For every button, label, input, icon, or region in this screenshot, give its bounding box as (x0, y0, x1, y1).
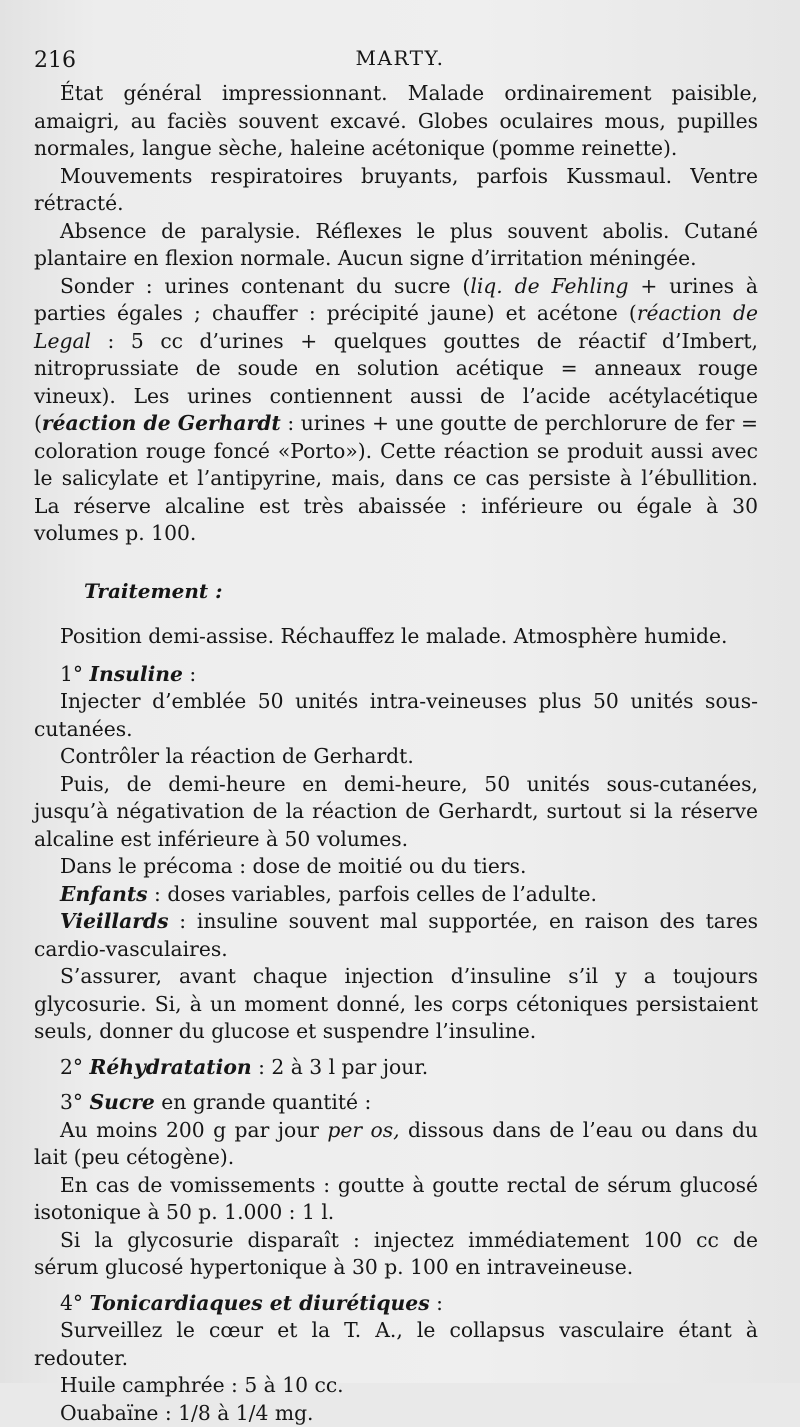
urine-text-d: : urines + une goutte de perchlorure de fer = coloration rouge foncé «Porto»). Cette réaction se produit aussi avec le salicylate et l’antipyrine, mais, dans ce cas persiste à l’ébullition. La réserve alcaline est très abaissée : inférieure ou égale à 30 volumes p. 100. (34, 411, 758, 545)
section-gap (34, 651, 758, 661)
sugar-line-3: Si la glycosurie disparaît : injectez immédiatement 100 cc de sérum glucosé hypertonique à 30 p. 100 en intraveineuse. (34, 1227, 758, 1282)
insulin-line-4: Dans le précoma : dose de moitié ou du tiers. (34, 853, 758, 881)
legal-term: réaction de Legal (34, 301, 758, 353)
rehydration-text: : 2 à 3 l par jour. (252, 1055, 429, 1079)
section-gap (34, 605, 758, 623)
urine-text-c: : 5 cc d’urines + quelques gouttes de réactif d’Imbert, nitroprussiate de soude en solution acétique = anneaux rouge vineux). Les urines contiennent aussi de l’acide acétylacétique ( (34, 329, 758, 436)
tonic-heading (34, 1290, 758, 1318)
page-number: 216 (34, 48, 76, 73)
sugar-number: 3° (60, 1090, 83, 1114)
tonic-line-1: Surveillez le cœur et la T. A., le collapsus vasculaire étant à redouter. (34, 1317, 758, 1372)
rehydration-heading (34, 1054, 758, 1082)
sugar-text: en grande quantité : (155, 1090, 372, 1114)
respiration-paragraph: Mouvements respiratoires bruyants, parfois Kussmaul. Ventre rétracté. (34, 163, 758, 218)
tonic-colon: : (430, 1291, 443, 1315)
children-label: Enfants (60, 882, 148, 906)
gerhardt-term: réaction de Gerhardt (42, 411, 281, 435)
body-text (34, 80, 758, 1427)
rehydration-title: Réhydratation (90, 1055, 252, 1079)
insulin-line-5: S’assurer, avant chaque injection d’insuline s’il y a toujours glycosurie. Si, à un moment donné, les corps cétoniques persistaient seuls, donner du glucose et suspendre l’insuline. (34, 963, 758, 1046)
treatment-heading: Traitement : (34, 578, 758, 606)
insulin-title: Insuline (90, 662, 183, 686)
sugar-title: Sucre (90, 1090, 155, 1114)
elderly-label: Vieillards (60, 909, 169, 933)
clinical-state-paragraph: État général impressionnant. Malade ordinairement paisible, amaigri, au faciès souvent excavé. Globes oculaires mous, pupilles normales, langue sèche, haleine acétonique (pomme reinette). (34, 80, 758, 163)
sugar-line-1b: dissous dans de l’eau ou dans du lait (peu cétogène). (34, 1118, 758, 1170)
per-os-term: per os, (327, 1118, 399, 1142)
urine-text-b: + urines à parties égales ; chauffer : précipité jaune) et acétone ( (34, 274, 758, 326)
fehling-term: liq. de Fehling (470, 274, 628, 298)
reflexes-paragraph: Absence de paralysie. Réflexes le plus souvent abolis. Cutané plantaire en flexion normale. Aucun signe d’irritation méningée. (34, 218, 758, 273)
children-line (34, 881, 758, 909)
elderly-line (34, 908, 758, 963)
sugar-heading (34, 1089, 758, 1117)
insulin-colon: : (183, 662, 196, 686)
section-gap (34, 548, 758, 578)
insulin-heading (34, 661, 758, 689)
children-text: : doses variables, parfois celles de l’adulte. (148, 882, 597, 906)
insulin-line-2: Contrôler la réaction de Gerhardt. (34, 743, 758, 771)
insulin-number: 1° (60, 662, 83, 686)
insulin-line-1: Injecter d’emblée 50 unités intra-veineuses plus 50 unités sous-cutanées. (34, 688, 758, 743)
sugar-line-1 (34, 1117, 758, 1172)
tonic-line-2: Huile camphrée : 5 à 10 cc. (34, 1372, 758, 1400)
rehydration-number: 2° (60, 1055, 83, 1079)
tonic-number: 4° (60, 1291, 83, 1315)
sugar-line-1a: Au moins 200 g par jour (60, 1118, 327, 1142)
elderly-text: : insuline souvent mal supportée, en raison des tares cardio-vasculaires. (34, 909, 758, 961)
tonic-line-3: Ouabaïne : 1/8 à 1/4 mg. (34, 1400, 758, 1427)
running-title: MARTY. (0, 46, 800, 70)
urine-test-paragraph (34, 273, 758, 548)
running-head (0, 40, 800, 80)
section-gap (34, 1282, 758, 1290)
urine-text-a: Sonder : urines contenant du sucre ( (60, 274, 470, 298)
insulin-line-3: Puis, de demi-heure en demi-heure, 50 unités sous-cutanées, jusqu’à négativation de la réaction de Gerhardt, surtout si la réserve alcaline est inférieure à 50 volumes. (34, 771, 758, 854)
sugar-line-2: En cas de vomissements : goutte à goutte rectal de sérum glucosé isotonique à 50 p. 1.000 : 1 l. (34, 1172, 758, 1227)
section-gap (34, 1081, 758, 1089)
tonic-title: Tonicardiaques et diurétiques (90, 1291, 430, 1315)
position-paragraph: Position demi-assise. Réchauffez le malade. Atmosphère humide. (34, 623, 758, 651)
section-gap (34, 1046, 758, 1054)
